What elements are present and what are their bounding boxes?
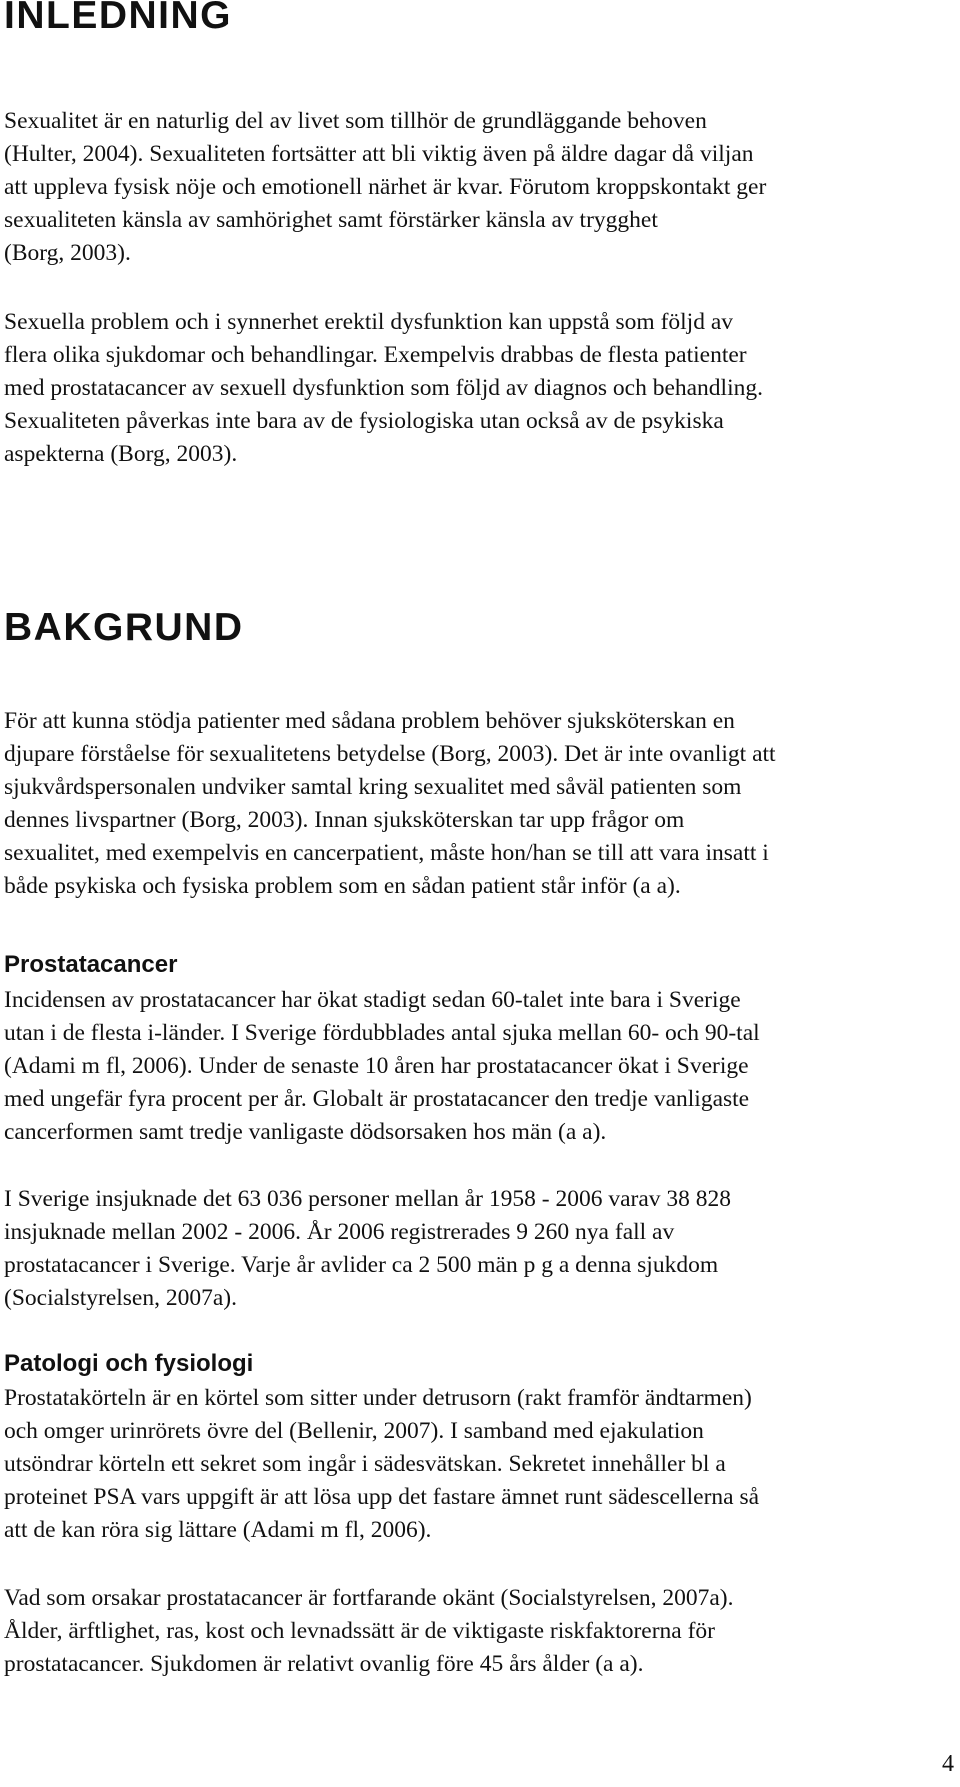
text-line: prostatacancer. Sjukdomen är relativt ovanlig före 45 års ålder (a a). — [4, 1651, 644, 1677]
text-line: att uppleva fysisk nöje och emotionell närhet är kvar. Förutom kroppskontakt ger — [4, 174, 767, 200]
page-number: 4 — [942, 1751, 954, 1777]
paragraph-introduction-2 — [4, 306, 954, 471]
text-line: sexualiteten känsla av samhörighet samt förstärker känsla av trygghet — [4, 207, 658, 233]
text-line: Ålder, ärftlighet, ras, kost och levnadssätt är de viktigaste riskfaktorerna för — [4, 1618, 716, 1644]
text-line: med prostatacancer av sexuell dysfunktion som följd av diagnos och behandling. — [4, 375, 763, 401]
text-line: (Socialstyrelsen, 2007a). — [4, 1285, 237, 1311]
text-line: både psykiska och fysiska problem som en sådan patient står inför (a a). — [4, 873, 681, 899]
text-line: sexualitet, med exempelvis en cancerpatient, måste hon/han se till att vara insatt i — [4, 840, 769, 866]
text-line: med ungefär fyra procent per år. Globalt är prostatacancer den tredje vanligaste — [4, 1086, 750, 1112]
paragraph-pathology-1 — [4, 1382, 954, 1547]
heading-bakgrund: BAKGRUND — [4, 606, 244, 649]
heading-patologi-och-fysiologi: Patologi och fysiologi — [4, 1350, 254, 1377]
text-line: Sexuella problem och i synnerhet erektil dysfunktion kan uppstå som följd av — [4, 309, 734, 335]
text-line: aspekterna (Borg, 2003). — [4, 441, 238, 467]
text-line: prostatacancer i Sverige. Varje år avlider ca 2 500 män p g a denna sjukdom — [4, 1252, 719, 1278]
text-line: utan i de flesta i-länder. I Sverige fördubblades antal sjuka mellan 60- och 90-tal — [4, 1020, 760, 1046]
paragraph-prostatacancer-2 — [4, 1183, 954, 1315]
text-line: sjukvårdspersonalen undviker samtal kring sexualitet med såväl patienten som — [4, 774, 742, 800]
text-line: (Adami m fl, 2006). Under de senaste 10 åren har prostatacancer ökat i Sverige — [4, 1053, 749, 1079]
text-line: Sexualitet är en naturlig del av livet som tillhör de grundläggande behoven — [4, 108, 707, 134]
text-line: I Sverige insjuknade det 63 036 personer mellan år 1958 - 2006 varav 38 828 — [4, 1186, 732, 1212]
text-line: insjuknade mellan 2002 - 2006. År 2006 registrerades 9 260 nya fall av — [4, 1219, 675, 1245]
text-line: Incidensen av prostatacancer har ökat stadigt sedan 60-talet inte bara i Sverige — [4, 987, 741, 1013]
text-line: djupare förståelse för sexualitetens betydelse (Borg, 2003). Det är inte ovanligt att — [4, 741, 776, 767]
text-line: och omger urinrörets övre del (Bellenir, 2007). I samband med ejakulation — [4, 1418, 704, 1444]
text-line: proteinet PSA vars uppgift är att lösa upp det fastare ämnet runt sädescellerna så — [4, 1484, 760, 1510]
text-line: dennes livspartner (Borg, 2003). Innan sjuksköterskan tar upp frågor om — [4, 807, 685, 833]
text-line: utsöndrar körteln ett sekret som ingår i sädesvätskan. Sekretet innehåller bl a — [4, 1451, 726, 1477]
heading-inledning: INLEDNING — [4, 0, 232, 37]
heading-prostatacancer: Prostatacancer — [4, 951, 178, 978]
text-line: Vad som orsakar prostatacancer är fortfarande okänt (Socialstyrelsen, 2007a). — [4, 1585, 734, 1611]
paragraph-pathology-2 — [4, 1582, 954, 1681]
text-line: cancerformen samt tredje vanligaste dödsorsaken hos män (a a). — [4, 1119, 607, 1145]
text-line: För att kunna stödja patienter med sådana problem behöver sjuksköterskan en — [4, 708, 735, 734]
text-line: (Borg, 2003). — [4, 240, 131, 266]
text-line: att de kan röra sig lättare (Adami m fl, 2006). — [4, 1517, 432, 1543]
paragraph-background-1 — [4, 705, 954, 903]
text-line: Prostatakörteln är en körtel som sitter under detrusorn (rakt framför ändtarmen) — [4, 1385, 752, 1411]
paragraph-introduction-1 — [4, 105, 954, 270]
text-line: flera olika sjukdomar och behandlingar. Exempelvis drabbas de flesta patienter — [4, 342, 747, 368]
text-line: Sexualiteten påverkas inte bara av de fysiologiska utan också av de psykiska — [4, 408, 724, 434]
paragraph-prostatacancer-1 — [4, 984, 954, 1149]
text-line: (Hulter, 2004). Sexualiteten fortsätter att bli viktig även på äldre dagar då viljan — [4, 141, 754, 167]
